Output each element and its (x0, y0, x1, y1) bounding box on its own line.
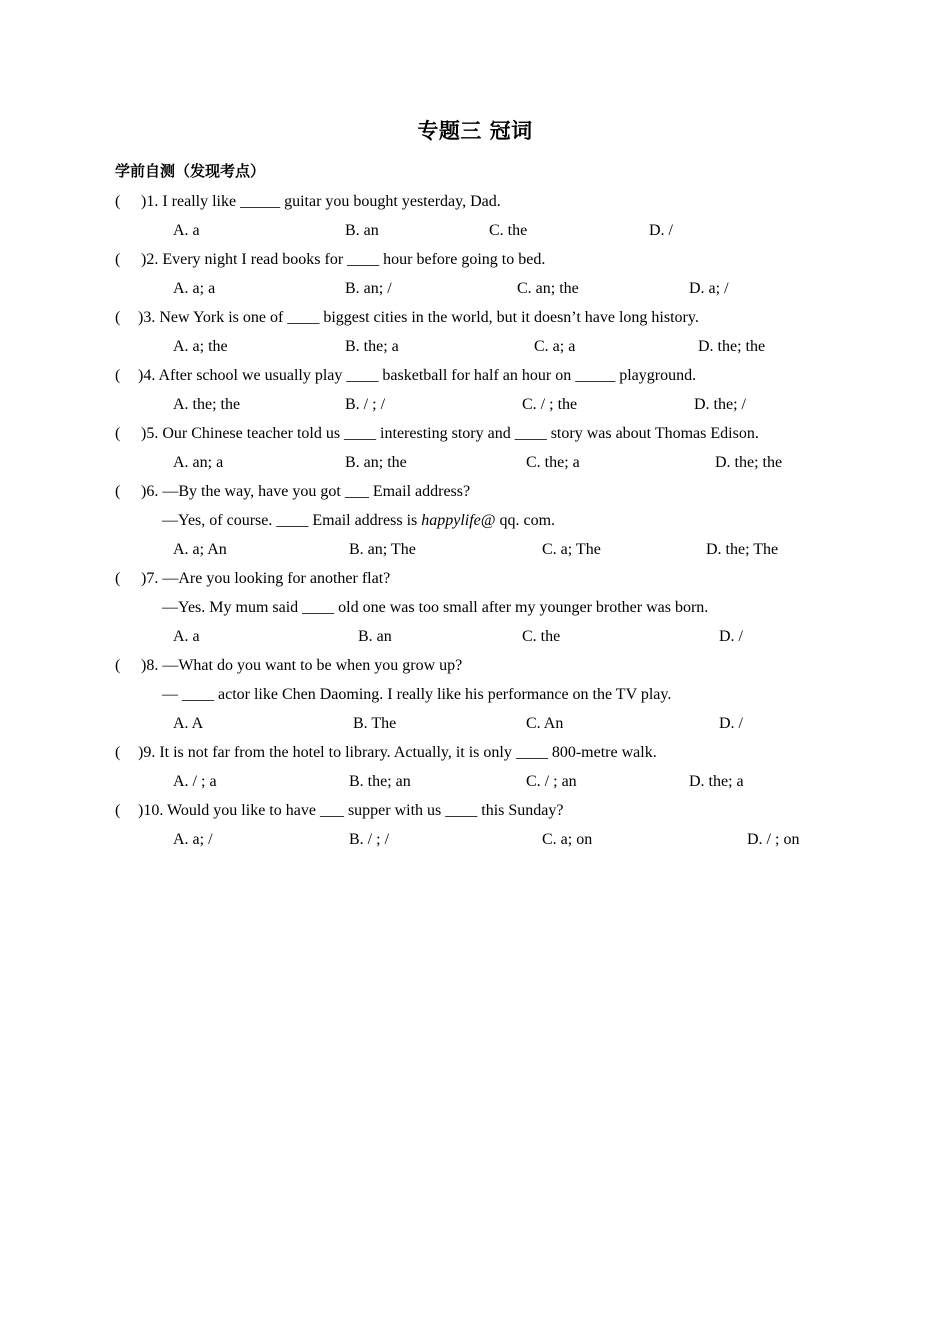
dialog-text: —Yes, of course. ____ Email address is (162, 512, 422, 529)
option-c: C. an; the (517, 280, 579, 297)
option-c: C. An (526, 715, 564, 732)
question-number: )8. (141, 657, 159, 674)
option-d: D. the; a (689, 773, 744, 790)
option-d: D. / (649, 222, 673, 239)
page-title: 专题三 冠词 (417, 119, 533, 143)
option-b: B. the; a (345, 338, 399, 355)
question-number: )9. (138, 744, 156, 761)
option-d: D. a; / (689, 280, 729, 297)
option-b: B. an; the (345, 454, 407, 471)
option-c: C. the (522, 628, 561, 645)
option-a: A. a (173, 628, 200, 645)
question-stem (115, 569, 390, 589)
question-stem (115, 801, 564, 821)
answer-blank[interactable]: ( (115, 425, 121, 442)
question-text: Would you like to have ___ supper with us ____ this Sunday? (163, 802, 564, 819)
option-a: A. a; / (173, 831, 213, 848)
option-c: C. / ; the (522, 396, 578, 413)
question-number: )1. (141, 193, 159, 210)
option-d: D. the; The (706, 541, 779, 558)
option-b: B. The (353, 715, 397, 732)
option-a: A. a (173, 222, 200, 239)
answer-blank[interactable]: ( (115, 251, 121, 268)
answer-blank[interactable]: ( (115, 367, 121, 384)
answer-blank[interactable]: ( (115, 657, 121, 674)
question-stem (115, 424, 759, 444)
option-b: B. / ; / (349, 831, 390, 848)
email-username: happylife@ (421, 512, 496, 529)
question-number: )7. (141, 570, 159, 587)
option-d: D. / ; on (747, 831, 800, 848)
option-c: C. the (489, 222, 528, 239)
question-stem (115, 743, 657, 763)
option-d: D. / (719, 715, 743, 732)
dialog-reply: — ____ actor like Chen Daoming. I really like his performance on the TV play. (162, 686, 672, 703)
section-heading: 学前自测（发现考点） (115, 162, 266, 180)
dialog-reply: —Yes. My mum said ____ old one was too small after my younger brother was born. (162, 599, 709, 616)
option-c: C. / ; an (526, 773, 577, 790)
answer-blank[interactable]: ( (115, 483, 121, 500)
question-number: )6. (141, 483, 159, 500)
question-stem (115, 366, 696, 386)
option-a: A. A (173, 715, 204, 732)
question-stem (115, 192, 501, 212)
question-text: —By the way, have you got ___ Email address? (158, 483, 471, 500)
option-b: B. the; an (349, 773, 411, 790)
question-number: )5. (141, 425, 159, 442)
question-stem (115, 308, 699, 328)
option-b: B. an; / (345, 280, 392, 297)
answer-blank[interactable]: ( (115, 802, 121, 819)
option-b: B. an (345, 222, 379, 239)
question-text: Our Chinese teacher told us ____ interesting story and ____ story was about Thomas Edison. (158, 425, 759, 442)
question-text: After school we usually play ____ basketball for half an hour on _____ playground. (155, 367, 697, 384)
question-stem (115, 482, 470, 502)
option-a: A. an; a (173, 454, 224, 471)
option-d: D. the; the (698, 338, 766, 355)
dialog-reply (162, 511, 555, 531)
option-b: B. an; The (349, 541, 416, 558)
option-c: C. a; on (542, 831, 593, 848)
option-d: D. the; / (694, 396, 746, 413)
question-number: )4. (138, 367, 156, 384)
option-a: A. a; the (173, 338, 228, 355)
option-d: D. the; the (715, 454, 783, 471)
option-c: C. a; The (542, 541, 601, 558)
question-text: I really like _____ guitar you bought yesterday, Dad. (158, 193, 501, 210)
question-stem (115, 656, 462, 676)
question-number: )3. (138, 309, 156, 326)
question-text: Every night I read books for ____ hour before going to bed. (158, 251, 546, 268)
email-domain: qq. com. (495, 512, 556, 529)
answer-blank[interactable]: ( (115, 193, 121, 210)
option-d: D. / (719, 628, 743, 645)
answer-blank[interactable]: ( (115, 744, 121, 761)
question-text: —What do you want to be when you grow up? (158, 657, 463, 674)
option-a: A. the; the (173, 396, 241, 413)
question-number: )10. (138, 802, 164, 819)
answer-blank[interactable]: ( (115, 309, 121, 326)
question-text: It is not far from the hotel to library. Actually, it is only ____ 800-metre walk. (155, 744, 657, 761)
option-a: A. / ; a (173, 773, 217, 790)
question-number: )2. (141, 251, 159, 268)
option-a: A. a; a (173, 280, 216, 297)
option-c: C. a; a (534, 338, 576, 355)
answer-blank[interactable]: ( (115, 570, 121, 587)
question-text: New York is one of ____ biggest cities in the world, but it doesn’t have long history. (155, 309, 699, 326)
option-a: A. a; An (173, 541, 227, 558)
question-stem (115, 250, 545, 270)
option-b: B. an (358, 628, 392, 645)
question-text: —Are you looking for another flat? (158, 570, 391, 587)
option-b: B. / ; / (345, 396, 386, 413)
option-c: C. the; a (526, 454, 580, 471)
